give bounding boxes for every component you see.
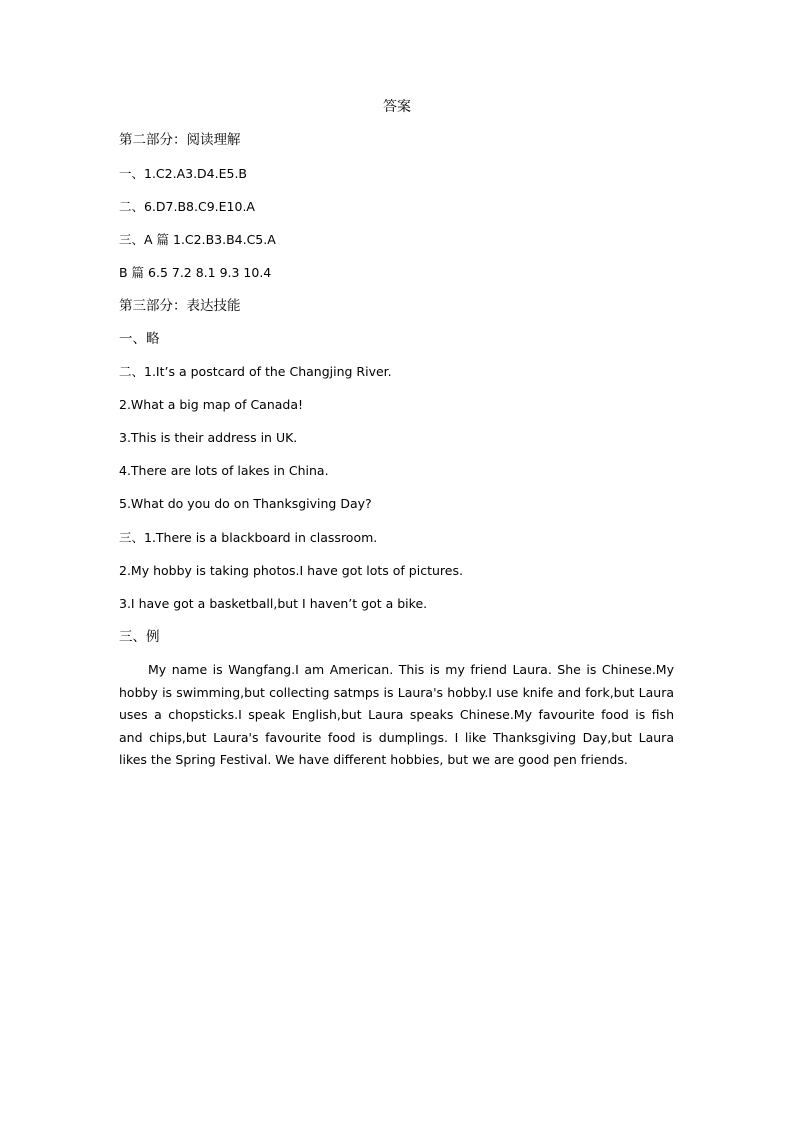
section-heading-reading: 第二部分：阅读理解	[119, 132, 241, 148]
answer-line-2: 二、6.D7.B8.C9.E10.A	[119, 199, 255, 214]
answer-line-4: B 篇 6.5 7.2 8.1 9.3 10.4	[119, 265, 272, 280]
answer-line-6: 二、1.It’s a postcard of the Changjing River.	[119, 364, 392, 379]
answer-line-1: 一、1.C2.A3.D4.E5.B	[119, 166, 248, 181]
answer-line-5: 一、略	[119, 331, 160, 347]
page-title: 答案	[383, 99, 411, 115]
answer-line-8: 3.This is their address in UK.	[119, 430, 298, 445]
answer-line-11: 三、1.There is a blackboard in classroom.	[119, 530, 378, 545]
answer-line-3: 三、A 篇 1.C2.B3.B4.C5.A	[119, 232, 276, 247]
answer-line-9: 4.There are lots of lakes in China.	[119, 463, 329, 478]
answer-line-12: 2.My hobby is taking photos.I have got lots of pictures.	[119, 563, 463, 578]
answer-line-13: 3.I have got a basketball,but I haven’t got a bike.	[119, 596, 428, 611]
answer-line-7: 2.What a big map of Canada!	[119, 397, 304, 412]
sample-essay: My name is Wangfang.I am American. This is my friend Laura. She is Chinese.My hobby is swimming,but collecting satmps is Laura's hobby.I use knife and fork,but Laura uses a chopsticks.I speak English,but Laura speaks Chinese.My favourite food is fish and chips,but Laura's favourite food is dumplings. I like Thanksgiving Day,but Laura likes the Spring Festival. We have different hobbies, but we are good pen friends.	[119, 662, 674, 767]
section-heading-expression: 第三部分：表达技能	[119, 298, 241, 314]
answer-line-10: 5.What do you do on Thanksgiving Day?	[119, 496, 372, 511]
answer-line-14: 三、例	[119, 629, 160, 645]
